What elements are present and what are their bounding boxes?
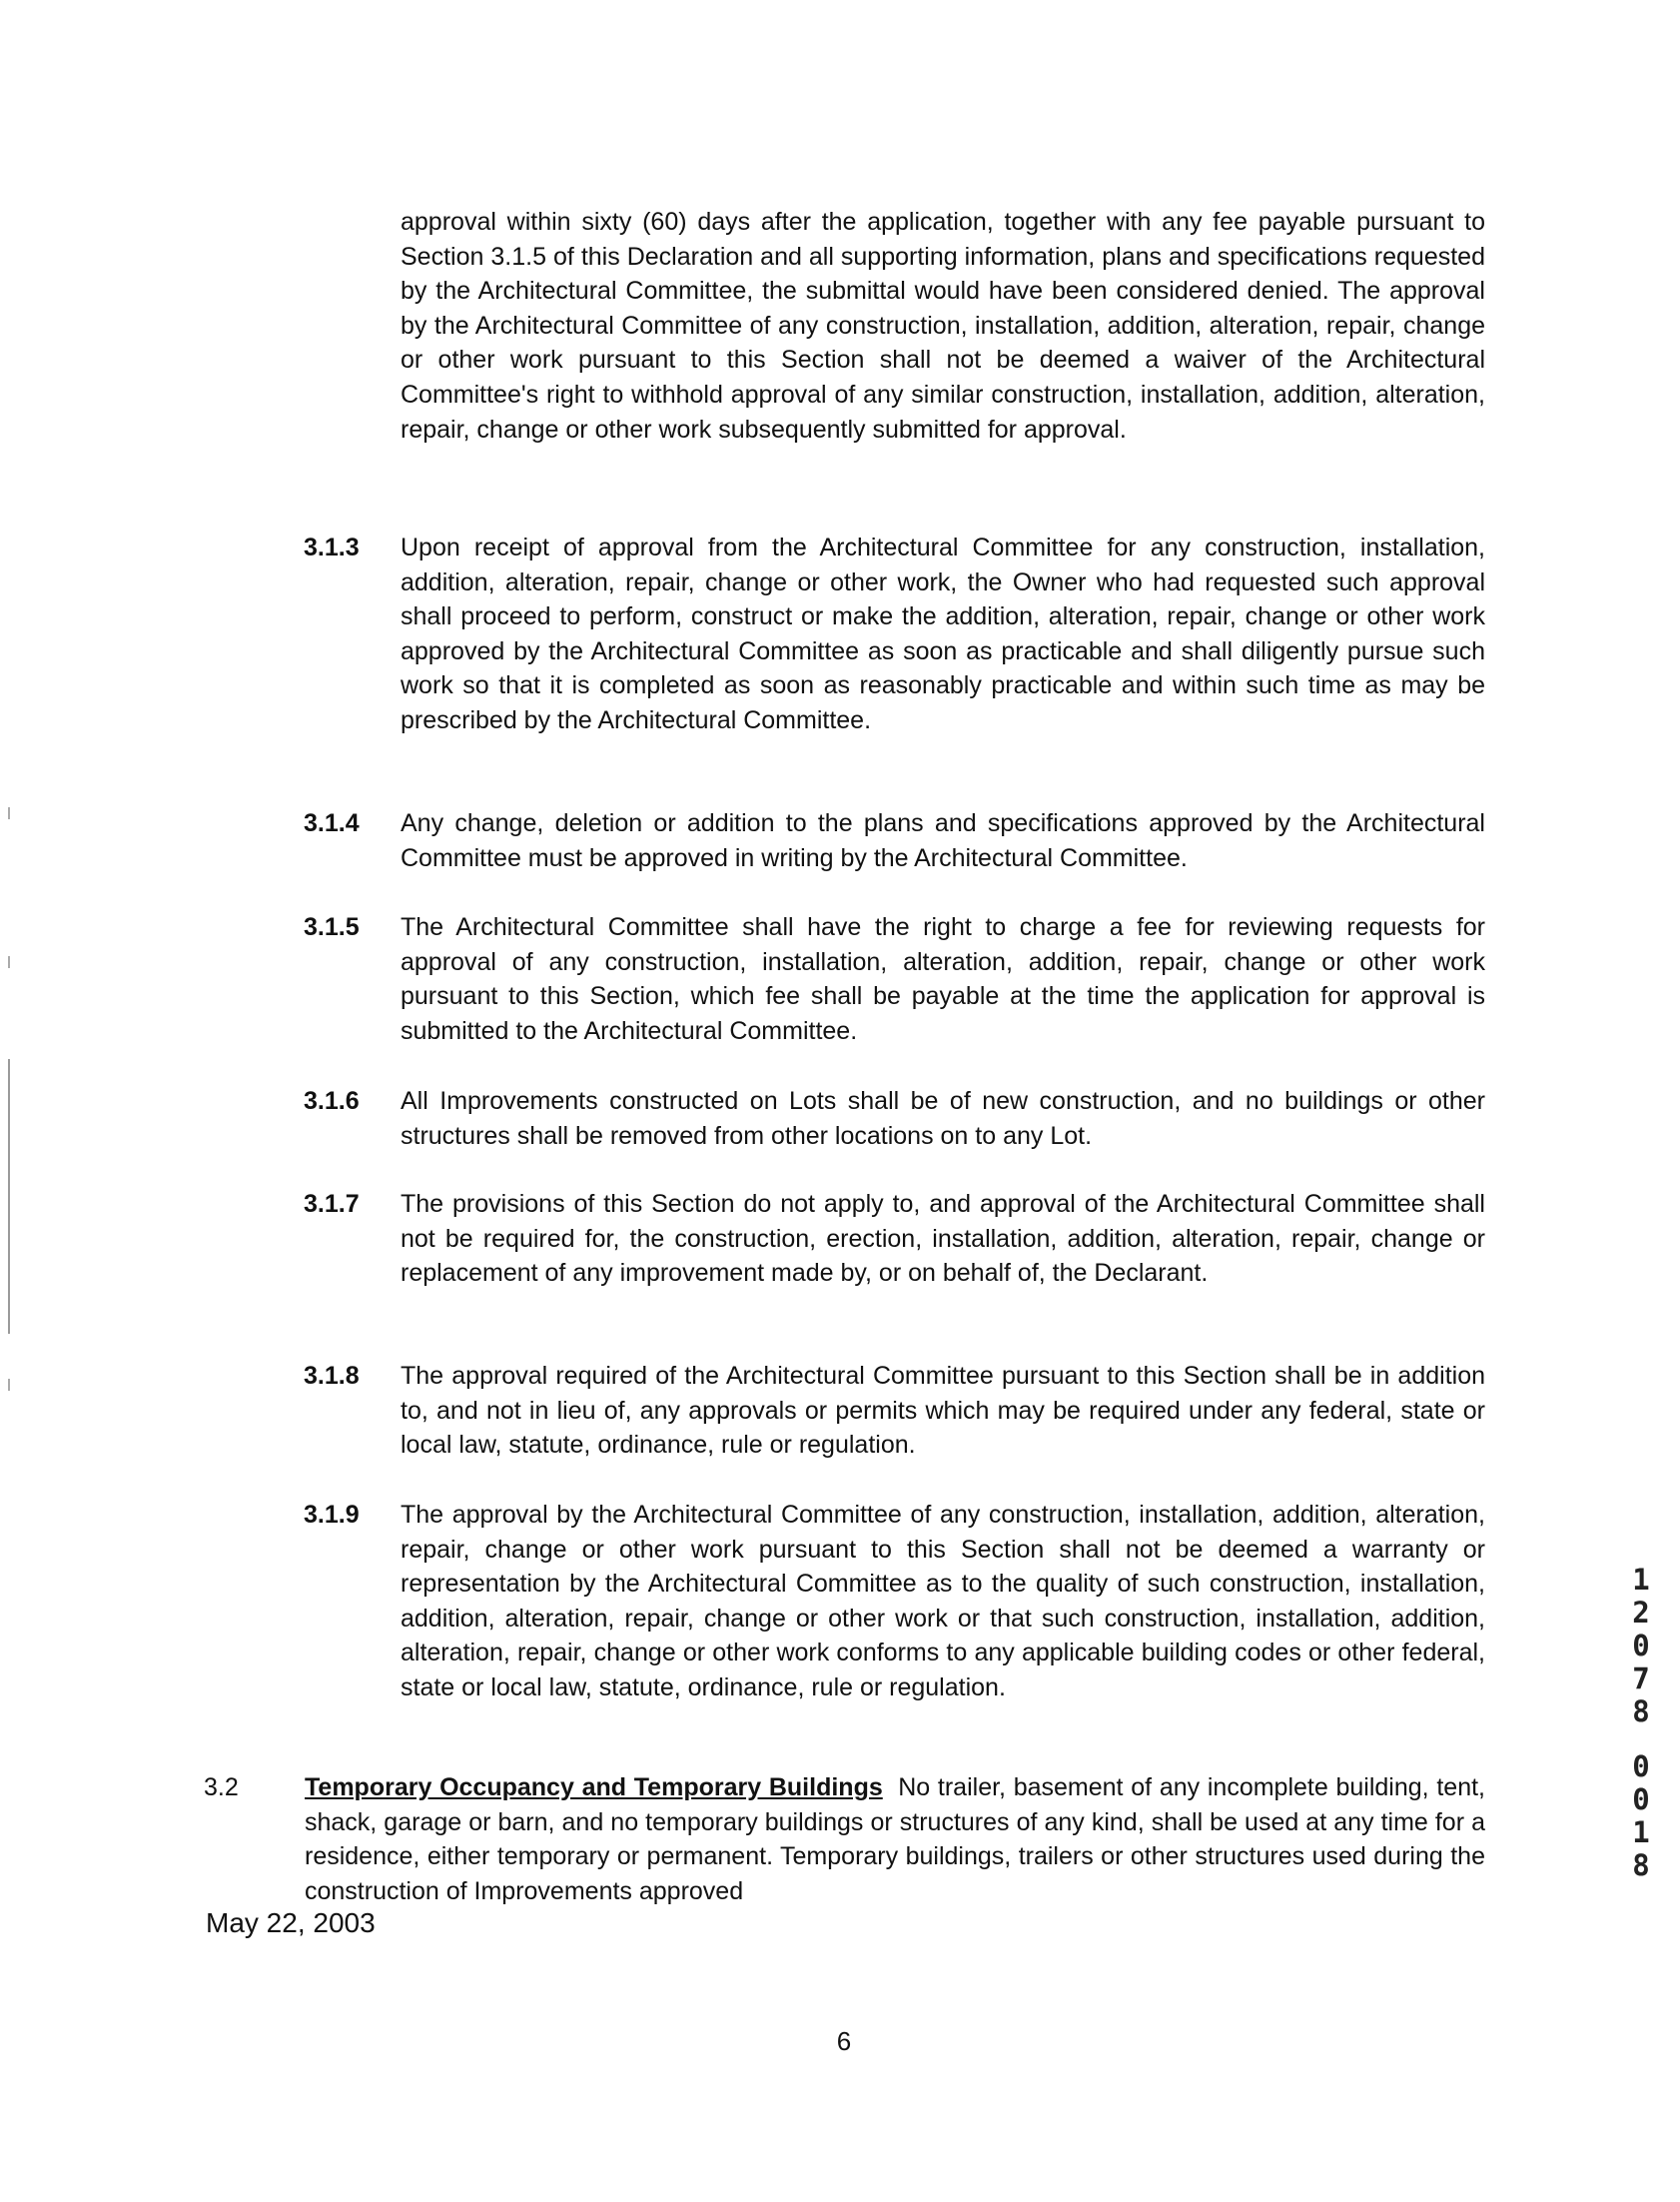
subsection-number: 3.1.3 [304,534,360,561]
footer-date: May 22, 2003 [206,1907,376,1938]
recording-gap [1626,1728,1656,1750]
subsection-number: 3.1.9 [304,1501,360,1529]
section-title: Temporary Occupancy and Temporary Buildings [305,1773,883,1801]
scan-margin-line [8,1059,10,1334]
scan-margin-mark [8,1379,10,1391]
subsection-number: 3.1.7 [304,1190,360,1218]
subsection-text: The approval required of the Architectural Committee pursuant to this Section shall be in addition to, and not in lieu of, any approvals or permits which may be required under any federal, state or local law, statute, ordinance, rule or regulation. [401,1362,1485,1460]
page-number: 6 [836,2026,852,2056]
recording-digit: 2 [1632,1596,1650,1630]
section-number: 3.2 [204,1773,239,1801]
scan-margin-mark [8,956,10,968]
recording-digit: 0 [1632,1782,1650,1816]
subsection-number: 3.1.6 [304,1087,360,1115]
subsection-text: The approval by the Architectural Committee of any construction, installation, addition, alteration, repair, change or other work pursuant to this Section shall not be deemed a warranty or representation by the Architectural Committee as to the quality of such construction, installation, addition, alteration, repair, change or other work or that such construction, installation, addition, alteration, repair, change or other work conforms to any applicable building codes or other federal, state or local law, statute, ordinance, rule or regulation. [401,1501,1485,1701]
document-recording-number [1626,1564,1656,1882]
recording-digit: 1 [1632,1815,1650,1849]
subsection-text: All Improvements constructed on Lots shall be of new construction, and no buildings or other structures shall be removed from other locations on to any Lot. [401,1087,1485,1150]
section-text: No trailer, basement of any incomplete building, tent, shack, garage or barn, and no temporary buildings or structures of any kind, shall be used at any time for a residence, either temporary or permanent. Temporary buildings, trailers or other structures used during the construction of Improvements approved [305,1773,1485,1905]
subsection-number: 3.1.5 [304,913,360,941]
scan-margin-mark [8,807,10,819]
recording-digit: 1 [1632,1563,1650,1597]
subsection-number: 3.1.4 [304,809,360,837]
subsection-text: Any change, deletion or addition to the plans and specifications approved by the Architectural Committee must be approved in writing by the Architectural Committee. [401,809,1485,872]
subsection-number: 3.1.8 [304,1362,360,1390]
recording-digit: 8 [1632,1694,1650,1728]
recording-digit: 7 [1632,1661,1650,1695]
subsection-text: The provisions of this Section do not apply to, and approval of the Architectural Committee shall not be required for, the construction, erection, installation, addition, alteration, repair, change or replacement of any improvement made by, or on behalf of, the Declarant. [401,1190,1485,1288]
lead-paragraph: approval within sixty (60) days after the application, together with any fee payable pursuant to Section 3.1.5 of this Declaration and all supporting information, plans and specifications requested by the Architectural Committee, the submittal would have been considered denied. The approval by the Architectural Committee of any construction, installation, addition, alteration, repair, change or other work pursuant to this Section shall not be deemed a waiver of the Architectural Committee's right to withhold approval of any similar construction, installation, addition, alteration, repair, change or other work subsequently submitted for approval. [401,208,1485,444]
subsection-text: The Architectural Committee shall have the right to charge a fee for reviewing requests for approval of any construction, installation, alteration, addition, repair, change or other work pursuant to this Section, which fee shall be payable at the time the application for approval is submitted to the Architectural Committee. [401,913,1485,1045]
recording-digit: 0 [1632,1749,1650,1783]
section-paragraph [305,1770,1485,1908]
subsection-text: Upon receipt of approval from the Architectural Committee for any construction, installation, addition, alteration, repair, change or other work, the Owner who had requested such approval shall proceed to perform, construct or make the addition, alteration, repair, change or other work approved by the Architectural Committee as soon as practicable and shall diligently pursue such work so that it is completed as soon as reasonably practicable and within such time as may be prescribed by the Architectural Committee. [401,534,1485,734]
recording-digit: 8 [1632,1848,1650,1882]
recording-digit: 0 [1632,1629,1650,1662]
